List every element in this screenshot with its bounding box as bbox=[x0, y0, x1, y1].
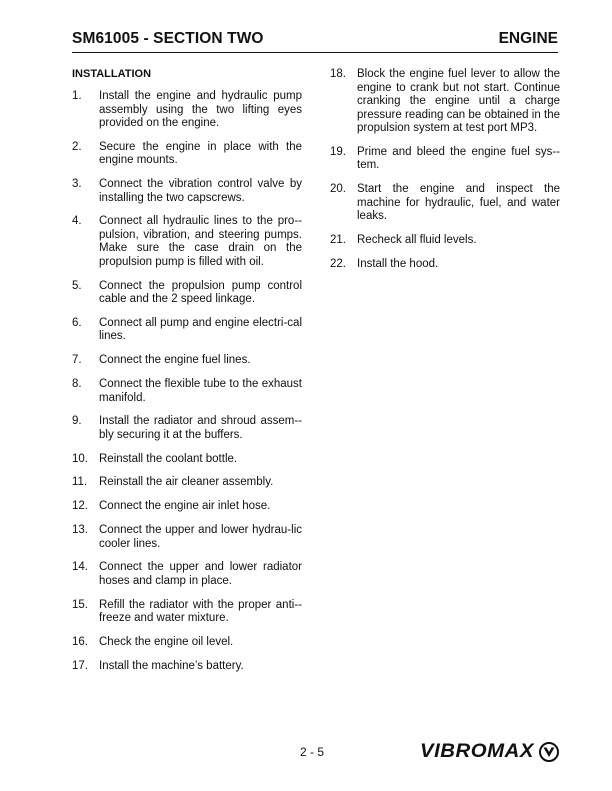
step-text: Check the engine oil level. bbox=[99, 635, 234, 648]
step-item bbox=[72, 354, 302, 368]
step-text: Recheck all fluid levels. bbox=[357, 233, 477, 246]
section-heading: INSTALLATION bbox=[72, 68, 152, 80]
step-text: Start the engine and inspect the machine for hydraulic, fuel, and water leaks. bbox=[357, 183, 560, 223]
step-item bbox=[72, 599, 302, 626]
step-text: Install the radiator and shroud assem-bly securing it at the buffers. bbox=[99, 415, 302, 441]
step-number: 19. bbox=[330, 145, 346, 158]
step-number: 5. bbox=[72, 279, 82, 292]
step-number: 1. bbox=[72, 90, 82, 102]
step-number: 12. bbox=[72, 500, 88, 513]
step-text: Connect the vibration control valve by installing the two capscrews. bbox=[99, 178, 302, 204]
steps-list-left bbox=[72, 90, 302, 673]
step-text: Connect all pump and engine electri-cal lines. bbox=[99, 316, 302, 343]
step-text: Connect the upper and lower hydrau-lic cooler lines. bbox=[99, 524, 302, 550]
step-number: 2. bbox=[72, 140, 82, 153]
logo-wordmark: VIBROMAX bbox=[420, 741, 535, 762]
step-item bbox=[72, 660, 302, 674]
page-number: 2 - 5 bbox=[300, 745, 325, 759]
step-number: 21. bbox=[330, 233, 346, 246]
step-text: Prime and bleed the engine fuel sys-tem. bbox=[357, 145, 560, 172]
step-text: Refill the radiator with the proper anti-freeze and water mixture. bbox=[99, 598, 302, 625]
step-item bbox=[72, 636, 302, 650]
step-text: Reinstall the air cleaner assembly. bbox=[99, 476, 274, 489]
step-item bbox=[72, 378, 302, 405]
step-item bbox=[72, 476, 302, 490]
step-number: 11. bbox=[72, 476, 88, 489]
step-item bbox=[330, 234, 560, 248]
vibromax-logo bbox=[420, 737, 560, 763]
step-item bbox=[72, 561, 302, 588]
step-item bbox=[72, 500, 302, 514]
step-text: Install the machine’s battery. bbox=[99, 659, 244, 672]
step-item bbox=[330, 146, 560, 173]
step-number: 4. bbox=[72, 215, 82, 228]
step-item bbox=[72, 215, 302, 269]
step-item bbox=[72, 524, 302, 551]
step-number: 17. bbox=[72, 659, 88, 672]
logo-emblem-icon bbox=[540, 743, 558, 761]
step-item bbox=[330, 68, 560, 136]
page-header bbox=[72, 30, 558, 50]
step-number: 10. bbox=[72, 452, 88, 465]
step-item bbox=[72, 280, 302, 307]
left-column bbox=[72, 64, 302, 684]
step-text: Reinstall the coolant bottle. bbox=[99, 452, 238, 465]
step-text: Connect the engine air inlet hose. bbox=[99, 500, 271, 513]
step-text: Connect the propulsion pump control cable and the 2 speed linkage. bbox=[99, 279, 302, 306]
right-column bbox=[330, 64, 560, 281]
step-number: 9. bbox=[72, 415, 82, 428]
step-item bbox=[72, 141, 302, 168]
step-number: 15. bbox=[72, 598, 88, 611]
step-number: 7. bbox=[72, 354, 82, 367]
step-text: Connect the engine fuel lines. bbox=[99, 354, 251, 367]
step-item bbox=[330, 183, 560, 224]
header-manual-section: SM61005 - SECTION TWO bbox=[72, 30, 264, 47]
step-number: 20. bbox=[330, 183, 346, 196]
step-text: Block the engine fuel lever to allow the engine to crank but not start. Continue cranking the engine until a charge pressure reading can be obtained in the propulsion system at test port MP3. bbox=[357, 68, 560, 134]
step-item bbox=[330, 258, 560, 272]
step-number: 22. bbox=[330, 257, 346, 270]
step-number: 16. bbox=[72, 635, 88, 648]
step-number: 6. bbox=[72, 316, 82, 329]
step-number: 14. bbox=[72, 561, 88, 574]
header-chapter-title: ENGINE bbox=[498, 30, 558, 47]
step-number: 13. bbox=[72, 524, 88, 537]
header-rule bbox=[72, 52, 558, 53]
steps-list-right bbox=[330, 68, 560, 271]
step-text: Connect the flexible tube to the exhaust manifold. bbox=[99, 378, 302, 404]
step-text: Connect the upper and lower radiator hoses and clamp in place. bbox=[99, 561, 302, 587]
step-text: Install the hood. bbox=[357, 257, 439, 270]
step-item bbox=[72, 415, 302, 442]
step-number: 3. bbox=[72, 178, 82, 191]
step-number: 8. bbox=[72, 378, 82, 391]
step-item bbox=[72, 453, 302, 467]
step-item bbox=[72, 90, 302, 131]
step-text: Install the engine and hydraulic pump assembly using the two lifting eyes provided on the engine. bbox=[99, 90, 302, 129]
step-number: 18. bbox=[330, 68, 346, 80]
step-item bbox=[72, 178, 302, 205]
step-text: Secure the engine in place with the engine mounts. bbox=[99, 140, 302, 167]
step-text: Connect all hydraulic lines to the pro-pulsion, vibration, and steering pumps. Make sure the case drain on the propulsion pump is filled with oil. bbox=[99, 215, 302, 268]
step-item bbox=[72, 317, 302, 344]
